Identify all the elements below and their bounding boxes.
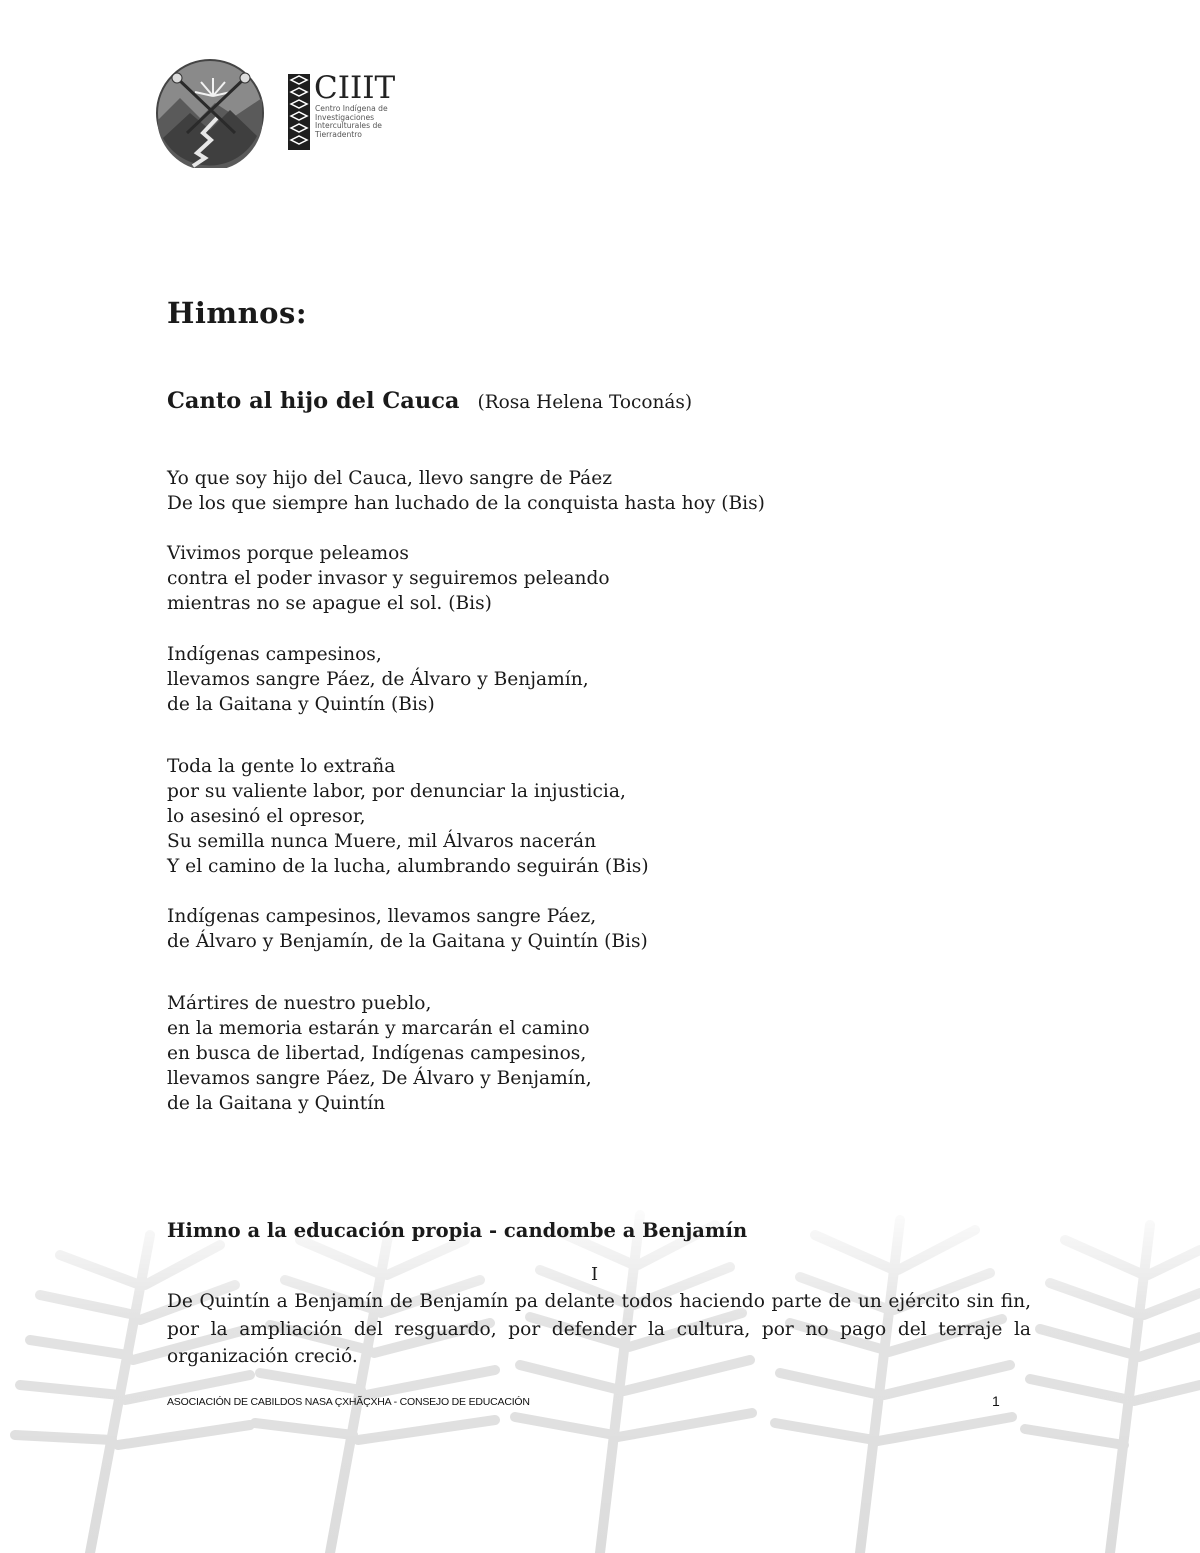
lyric-line: Yo que soy hijo del Cauca, llevo sangre de Páez bbox=[167, 468, 613, 489]
lyric-line: por su valiente labor, por denunciar la injusticia, bbox=[167, 781, 626, 802]
song-author: (Rosa Helena Toconás) bbox=[477, 392, 693, 413]
fern-background-decoration bbox=[0, 1195, 1200, 1553]
lyric-line: Indígenas campesinos, llevamos sangre Páez, bbox=[167, 906, 597, 927]
ciiit-pattern-icon bbox=[288, 74, 310, 150]
verse bbox=[167, 904, 648, 954]
verse bbox=[167, 466, 765, 516]
song-title bbox=[167, 388, 692, 414]
verse bbox=[167, 754, 649, 879]
lyric-line: de la Gaitana y Quintín bbox=[167, 1093, 386, 1114]
ciiit-logo bbox=[288, 70, 398, 150]
page-number: 1 bbox=[992, 1393, 1000, 1409]
lyric-line: Toda la gente lo extraña bbox=[167, 756, 396, 777]
lyric-line: Vivimos porque peleamos bbox=[167, 543, 409, 564]
lyric-line: contra el poder invasor y seguiremos peleando bbox=[167, 568, 610, 589]
lyric-line: lo asesinó el opresor, bbox=[167, 806, 366, 827]
lyric-line: en busca de libertad, Indígenas campesinos, bbox=[167, 1043, 587, 1064]
footer-organization: ASOCIACIÓN DE CABILDOS NASA ÇXHÃÇXHA - CONSEJO DE EDUCACIÓN bbox=[167, 1396, 530, 1408]
lyric-line: Indígenas campesinos, bbox=[167, 644, 382, 665]
song2-title: Himno a la educación propia - candombe a Benjamín bbox=[167, 1219, 748, 1242]
section-number: I bbox=[591, 1264, 599, 1285]
lyric-line: De los que siempre han luchado de la conquista hasta hoy (Bis) bbox=[167, 493, 765, 514]
lyric-line: Y el camino de la lucha, alumbrando seguirán (Bis) bbox=[167, 856, 649, 877]
lyric-line: mientras no se apague el sol. (Bis) bbox=[167, 593, 492, 614]
lyric-line: Su semilla nunca Muere, mil Álvaros nacerán bbox=[167, 831, 597, 852]
verse bbox=[167, 991, 592, 1116]
lyric-line: llevamos sangre Páez, De Álvaro y Benjamín, bbox=[167, 1068, 592, 1089]
verse bbox=[167, 541, 610, 616]
lyric-line: de la Gaitana y Quintín (Bis) bbox=[167, 694, 435, 715]
lyric-line: de Álvaro y Benjamín, de la Gaitana y Quintín (Bis) bbox=[167, 931, 648, 952]
verse bbox=[167, 642, 589, 717]
lyric-line: en la memoria estarán y marcarán el camino bbox=[167, 1018, 590, 1039]
song2-verse: De Quintín a Benjamín de Benjamín pa delante todos haciendo parte de un ejército sin fin, por la ampliación del resguardo, por defender la cultura, por no pago del terraje la organización creció. bbox=[167, 1291, 1031, 1367]
lyric-line: llevamos sangre Páez, de Álvaro y Benjamín, bbox=[167, 669, 589, 690]
ciiit-subtitle: Centro Indígena de Investigaciones Interculturales de Tierradentro bbox=[315, 104, 388, 139]
mountain-river-emblem-icon bbox=[155, 58, 265, 168]
ciiit-title: CIIIT bbox=[314, 70, 396, 106]
page-heading: Himnos: bbox=[167, 296, 308, 330]
song-title-text: Canto al hijo del Cauca bbox=[167, 388, 460, 414]
lyric-line: Mártires de nuestro pueblo, bbox=[167, 993, 432, 1014]
